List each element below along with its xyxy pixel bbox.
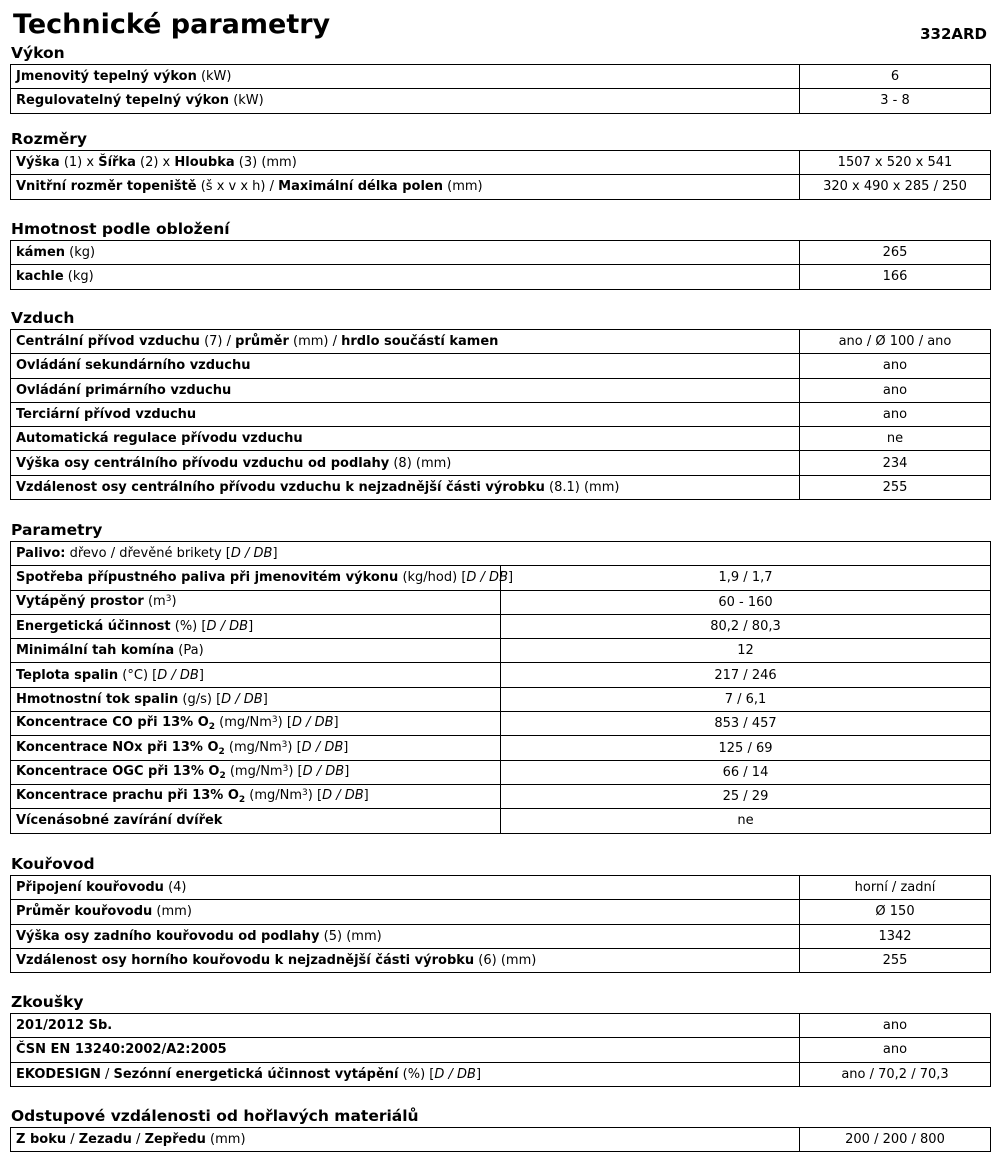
param-value: 7 / 6,1 (501, 687, 991, 711)
param-value: 166 (800, 265, 991, 289)
param-value: 3 - 8 (800, 89, 991, 113)
label-bold: Sezónní energetická účinnost vytápění (113, 1066, 399, 1082)
label-bold: Koncentrace CO při 13% O (16, 715, 209, 731)
label-sup: 3 (302, 788, 308, 799)
label-unit: (mm) (443, 179, 483, 195)
label-italic: D / DB (301, 739, 344, 755)
param-value: ano (800, 1014, 991, 1038)
label-bold: Průměr kouřovodu (16, 904, 153, 920)
label-text: (7) / (199, 334, 236, 350)
label-text: ] (344, 763, 350, 779)
param-value: ano (800, 378, 991, 402)
label-bold: Výška osy centrálního přívodu vzduchu od podlahy (16, 455, 390, 471)
page-title: Technické parametry (13, 9, 331, 40)
label-sub: 2 (219, 770, 226, 781)
params-table (10, 150, 991, 200)
param-value: 1342 (800, 924, 991, 948)
label-unit: (5) (mm) (319, 928, 382, 944)
label-text: ] (248, 619, 254, 635)
param-label (11, 712, 501, 736)
label-text: ) [ (307, 788, 323, 804)
label-bold: Šířka (98, 155, 136, 171)
label-italic: D / DB (302, 763, 345, 779)
section-title: Zkoušky (11, 993, 84, 1011)
param-value: 234 (800, 451, 991, 475)
label-bold: EKODESIGN (16, 1066, 101, 1082)
param-label (11, 566, 514, 590)
label-bold: 201/2012 Sb. (16, 1018, 113, 1034)
label-bold: Vícenásobné zavírání dvířek (16, 813, 223, 829)
param-label (11, 1128, 800, 1152)
param-label (11, 1062, 800, 1086)
param-label (11, 1038, 800, 1062)
section-odstupy (10, 1106, 991, 1152)
param-label (11, 402, 800, 426)
label-text: (°C) [ (118, 667, 158, 683)
param-label (11, 784, 501, 808)
param-label (11, 542, 991, 566)
section-title: Parametry (11, 521, 103, 539)
label-bold: Ovládání sekundárního vzduchu (16, 358, 251, 374)
section-parametry (10, 520, 991, 834)
table-row (11, 809, 991, 833)
label-bold: Koncentrace OGC při 13% O (16, 763, 220, 779)
section-hmotnost (10, 219, 991, 290)
label-text: ) [ (288, 763, 303, 779)
param-value: 1,9 / 1,7 (501, 566, 991, 590)
param-value: 217 / 246 (501, 663, 991, 687)
label-bold: Terciární přívod vzduchu (16, 407, 197, 423)
label-sub: 2 (238, 795, 246, 806)
param-value: ano / 70,2 / 70,3 (800, 1062, 991, 1086)
label-bold: Vytápěný prostor (16, 593, 144, 609)
table-row (11, 924, 991, 948)
table-row (11, 566, 991, 590)
param-value: 66 / 14 (501, 760, 991, 784)
label-text: (%) [ (398, 1066, 435, 1082)
label-unit: (8) (mm) (389, 455, 452, 471)
param-value: 255 (800, 475, 991, 499)
table-row (11, 1128, 991, 1152)
table-row (11, 1014, 991, 1038)
param-value: Ø 150 (800, 900, 991, 924)
param-value: 255 (800, 948, 991, 972)
param-label (11, 663, 501, 687)
label-text: (mg/Nm (245, 788, 303, 804)
param-label (11, 265, 800, 289)
label-bold: Vzdálenost osy centrálního přívodu vzduchu k nejzadnější části výrobku (16, 479, 545, 495)
table-row (11, 736, 991, 760)
param-label (11, 924, 800, 948)
label-sup: 3 (271, 715, 278, 726)
param-label (11, 809, 501, 833)
table-row (11, 614, 991, 638)
section-kourovod (10, 854, 991, 973)
label-bold: Z boku (16, 1132, 67, 1148)
label-bold: Vzdálenost osy horního kouřovodu k nejzadnější části výrobku (16, 953, 475, 969)
param-label (11, 427, 800, 451)
table-row (11, 354, 991, 378)
label-bold: Výška (16, 155, 60, 171)
label-bold: Koncentrace NOx při 13% O (16, 739, 219, 755)
table-row (11, 900, 991, 924)
label-text: ] (198, 667, 204, 683)
label-text: ] (333, 715, 339, 731)
param-value: 853 / 457 (501, 712, 991, 736)
label-text: ] (272, 546, 278, 562)
label-bold: Vnitřní rozměr topeniště (16, 179, 197, 195)
table-row (11, 760, 991, 784)
table-row (11, 590, 991, 614)
param-value: ano / Ø 100 / ano (800, 330, 991, 354)
table-row (11, 451, 991, 475)
table-row (11, 330, 991, 354)
label-text: ] (475, 1066, 482, 1082)
label-text: dřevo / dřevěné brikety [ (65, 546, 231, 562)
label-text: (mg/Nm (225, 763, 283, 779)
section-title: Hmotnost podle obložení (11, 220, 230, 238)
param-value: ne (800, 427, 991, 451)
label-sub: 2 (218, 746, 225, 757)
label-bold: Zezadu (78, 1132, 132, 1148)
param-value: 12 (501, 639, 991, 663)
section-title: Výkon (11, 44, 65, 62)
label-bold: Výška osy zadního kouřovodu od podlahy (16, 928, 320, 944)
label-bold: Hloubka (174, 155, 235, 171)
label-text: ) [ (287, 739, 302, 755)
section-title: Rozměry (11, 130, 88, 148)
label-text: / (66, 1132, 79, 1148)
section-title: Vzduch (11, 309, 75, 327)
table-row (11, 427, 991, 451)
label-text: ] (508, 570, 514, 586)
label-bold: Hmotnostní tok spalin (16, 691, 179, 707)
label-unit: (kg) (63, 269, 94, 285)
label-bold: Energetická účinnost (16, 619, 171, 635)
param-label (11, 475, 800, 499)
table-row (11, 1038, 991, 1062)
param-value: 60 - 160 (501, 590, 991, 614)
param-label (11, 760, 501, 784)
param-label (11, 900, 800, 924)
table-row (11, 241, 991, 265)
label-text: (mg/Nm (215, 715, 272, 731)
section-title: Odstupové vzdálenosti od hořlavých materiálů (11, 1107, 419, 1125)
label-italic: D / DB (157, 667, 199, 683)
label-bold: ČSN EN 13240:2002/A2:2005 (16, 1042, 227, 1058)
param-value: horní / zadní (800, 876, 991, 900)
label-italic: D / DB (322, 788, 364, 804)
label-bold: Jmenovitý tepelný výkon (16, 69, 197, 85)
params-table (10, 240, 991, 290)
param-label (11, 614, 501, 638)
param-label (11, 451, 800, 475)
label-italic: D / DB (206, 619, 249, 635)
section-zkousky (10, 992, 991, 1087)
table-row (11, 948, 991, 972)
param-label (11, 590, 501, 614)
params-table (10, 1127, 991, 1152)
label-text: (š x v x h) / (196, 179, 279, 195)
param-value: 1507 x 520 x 541 (800, 151, 991, 175)
param-value: 125 / 69 (501, 736, 991, 760)
label-unit: (kg) (65, 245, 96, 261)
label-unit: (kW) (196, 69, 232, 85)
param-value: ano (800, 354, 991, 378)
param-value: ne (501, 809, 991, 833)
label-text: ) (171, 593, 177, 609)
param-value: 25 / 29 (501, 784, 991, 808)
param-label (11, 65, 800, 89)
param-label (11, 639, 501, 663)
label-bold: hrdlo součástí kamen (341, 334, 499, 350)
table-row (11, 175, 991, 199)
label-bold: průměr (235, 334, 289, 350)
param-label (11, 876, 800, 900)
params-table (10, 64, 991, 114)
section-title: Kouřovod (11, 855, 95, 873)
table-row (11, 65, 991, 89)
label-italic: D / DB (221, 691, 263, 707)
table-row (11, 151, 991, 175)
label-bold: Minimální tah komína (16, 643, 175, 659)
param-value: 6 (800, 65, 991, 89)
table-row (11, 542, 991, 566)
label-unit: (3) (mm) (234, 155, 297, 171)
params-table (10, 875, 991, 973)
label-text: / (100, 1066, 114, 1082)
param-label (11, 1014, 800, 1038)
param-value: ano (800, 1038, 991, 1062)
label-bold: Automatická regulace přívodu vzduchu (16, 431, 303, 447)
table-row (11, 639, 991, 663)
label-bold: Připojení kouřovodu (16, 880, 164, 896)
label-text: (g/s) [ (178, 691, 222, 707)
label-text: (m (143, 593, 166, 609)
label-italic: D / DB (230, 546, 273, 562)
label-bold: Spotřeba přípustného paliva při jmenovitém výkonu (16, 570, 399, 586)
label-sup: 3 (165, 593, 172, 604)
param-label (11, 89, 800, 113)
label-text: (kg/hod) [ (398, 570, 467, 586)
label-sub: 2 (208, 722, 216, 733)
label-text: (1) x (59, 155, 99, 171)
param-label (11, 354, 800, 378)
label-sup: 3 (281, 739, 288, 750)
param-label (11, 175, 800, 199)
param-label (11, 948, 800, 972)
table-row (11, 378, 991, 402)
param-value: 320 x 490 x 285 / 250 (800, 175, 991, 199)
model-code: 332ARD (920, 25, 987, 43)
table-row (11, 89, 991, 113)
label-sup: 3 (282, 763, 289, 774)
label-italic: D / DB (466, 570, 508, 586)
label-text: (2) x (135, 155, 175, 171)
param-value: 265 (800, 241, 991, 265)
params-table (10, 1013, 991, 1087)
table-row (11, 1062, 991, 1086)
label-text: ) [ (277, 715, 292, 731)
label-italic: D / DB (291, 715, 334, 731)
label-bold: Palivo: (16, 546, 66, 562)
table-row (11, 402, 991, 426)
table-row (11, 475, 991, 499)
label-bold: Ovládání primárního vzduchu (16, 382, 232, 398)
label-bold: kámen (16, 245, 66, 261)
param-label (11, 736, 501, 760)
section-rozmery (10, 129, 991, 200)
table-row (11, 712, 991, 736)
params-table (10, 329, 991, 500)
label-unit: (6) (mm) (474, 953, 537, 969)
label-text: ] (363, 788, 369, 804)
section-vykon (10, 43, 991, 114)
table-row (11, 663, 991, 687)
table-row (11, 687, 991, 711)
param-label (11, 378, 800, 402)
param-label (11, 151, 800, 175)
label-bold: kachle (16, 269, 64, 285)
label-text: / (131, 1132, 145, 1148)
param-label (11, 241, 800, 265)
label-text: (mm) / (288, 334, 342, 350)
label-italic: D / DB (434, 1066, 476, 1082)
label-unit: (mm) (205, 1132, 246, 1148)
label-bold: Regulovatelný tepelný výkon (16, 93, 230, 109)
label-unit: (8.1) (mm) (544, 479, 620, 495)
param-value: 200 / 200 / 800 (800, 1128, 991, 1152)
table-row (11, 876, 991, 900)
label-unit: (4) (163, 880, 187, 896)
label-unit: (kW) (229, 93, 264, 109)
label-text: ] (262, 691, 268, 707)
table-row (11, 265, 991, 289)
param-value: ano (800, 402, 991, 426)
label-bold: Centrální přívod vzduchu (16, 334, 200, 350)
label-bold: Zepředu (144, 1132, 206, 1148)
label-bold: Teplota spalin (16, 667, 119, 683)
label-text: (mg/Nm (224, 739, 282, 755)
label-unit: (Pa) (174, 643, 204, 659)
table-row (11, 784, 991, 808)
params-table (10, 541, 991, 834)
section-vzduch (10, 308, 991, 500)
label-bold: Koncentrace prachu při 13% O (16, 788, 239, 804)
label-bold: Maximální délka polen (278, 179, 443, 195)
param-label (11, 687, 501, 711)
param-label (11, 330, 800, 354)
label-text: ] (343, 739, 349, 755)
label-text: (%) [ (170, 619, 207, 635)
param-value: 80,2 / 80,3 (501, 614, 991, 638)
label-unit: (mm) (152, 904, 192, 920)
